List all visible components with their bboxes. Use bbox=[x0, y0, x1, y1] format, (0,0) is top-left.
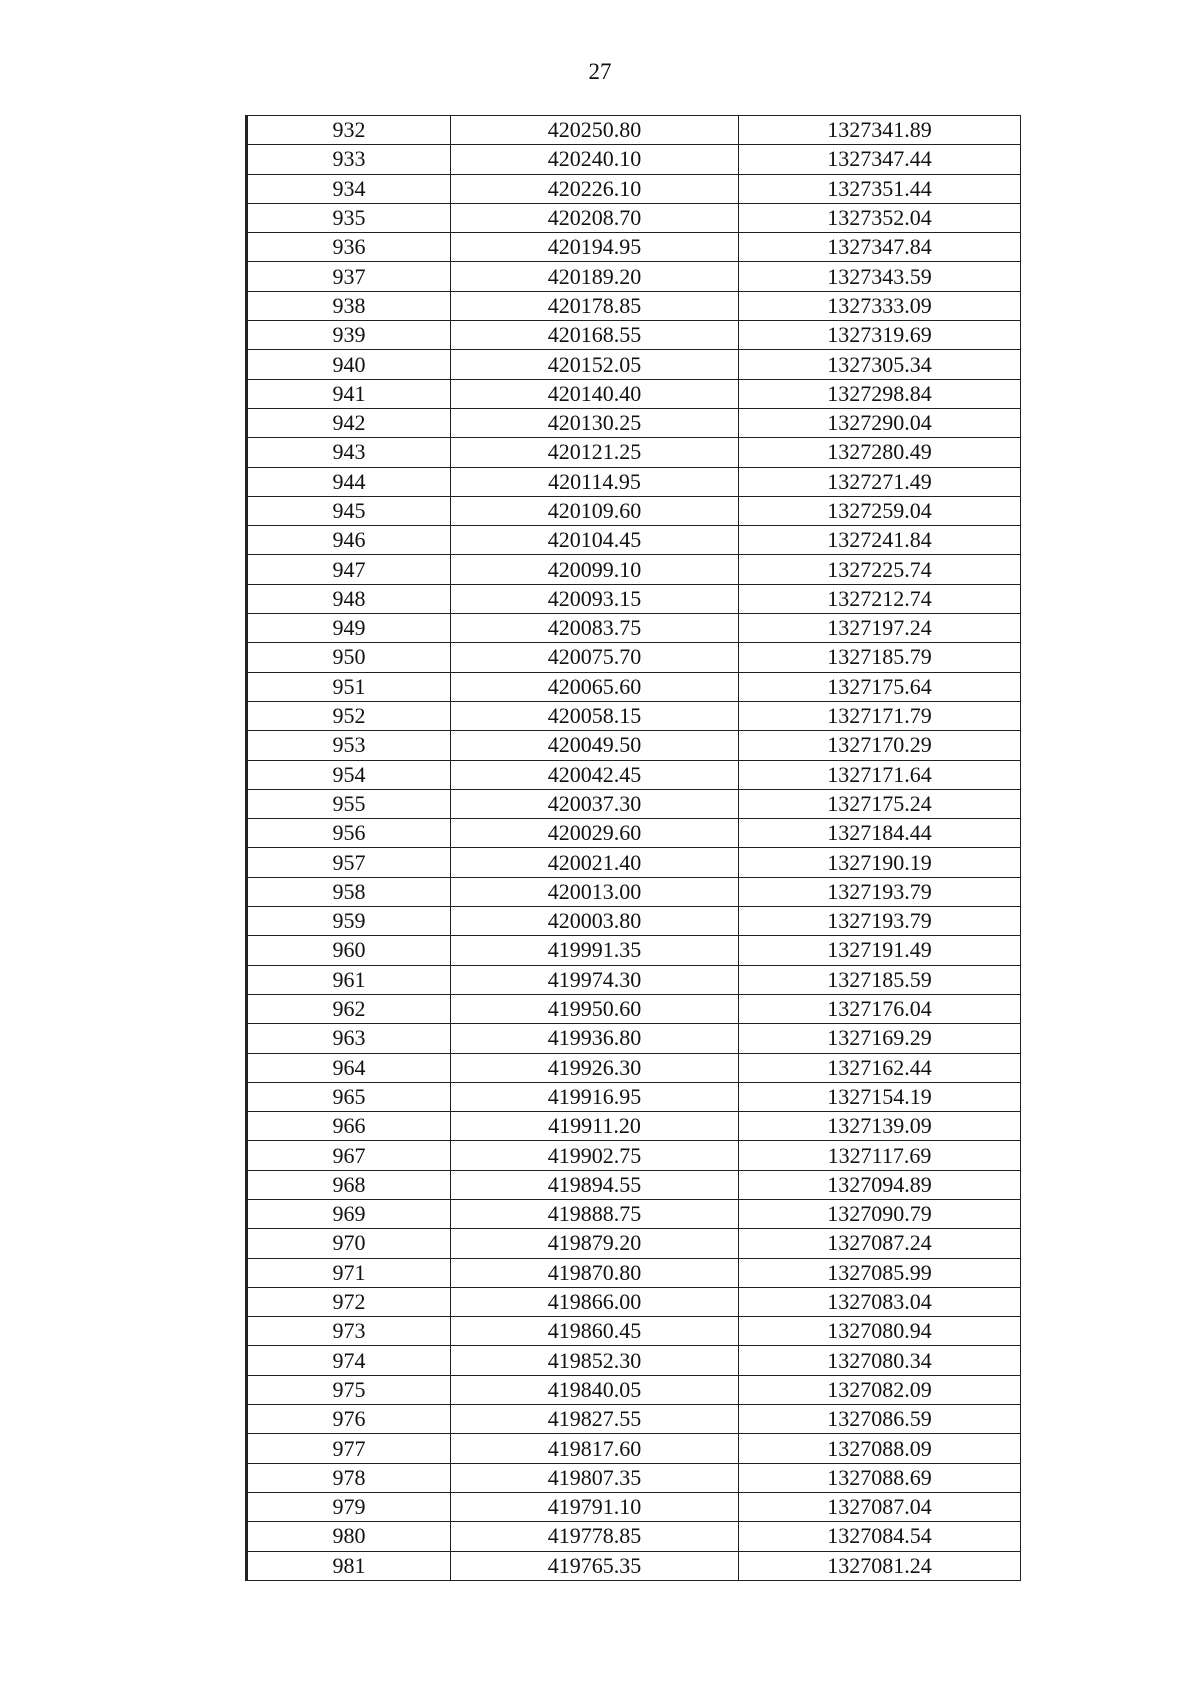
y-coordinate-cell: 1327080.94 bbox=[739, 1317, 1021, 1346]
x-coordinate-cell: 419807.35 bbox=[451, 1463, 739, 1492]
y-coordinate-cell: 1327088.09 bbox=[739, 1434, 1021, 1463]
point-number-cell: 941 bbox=[248, 379, 451, 408]
x-coordinate-cell: 419817.60 bbox=[451, 1434, 739, 1463]
table-row bbox=[248, 1405, 1021, 1434]
point-number-cell: 975 bbox=[248, 1375, 451, 1404]
x-coordinate-cell: 420083.75 bbox=[451, 614, 739, 643]
point-number-cell: 936 bbox=[248, 233, 451, 262]
x-coordinate-cell: 420104.45 bbox=[451, 526, 739, 555]
y-coordinate-cell: 1327080.34 bbox=[739, 1346, 1021, 1375]
table-row bbox=[248, 1492, 1021, 1521]
point-number-cell: 971 bbox=[248, 1258, 451, 1287]
point-number-cell: 945 bbox=[248, 496, 451, 525]
y-coordinate-cell: 1327169.29 bbox=[739, 1024, 1021, 1053]
point-number-cell: 970 bbox=[248, 1229, 451, 1258]
point-number-cell: 959 bbox=[248, 907, 451, 936]
table-row bbox=[248, 994, 1021, 1023]
y-coordinate-cell: 1327191.49 bbox=[739, 936, 1021, 965]
table-row bbox=[248, 1258, 1021, 1287]
x-coordinate-cell: 419894.55 bbox=[451, 1170, 739, 1199]
table-row bbox=[248, 291, 1021, 320]
table-row bbox=[248, 848, 1021, 877]
table-row bbox=[248, 1082, 1021, 1111]
point-number-cell: 937 bbox=[248, 262, 451, 291]
table-row bbox=[248, 819, 1021, 848]
x-coordinate-cell: 420194.95 bbox=[451, 233, 739, 262]
y-coordinate-cell: 1327259.04 bbox=[739, 496, 1021, 525]
y-coordinate-cell: 1327319.69 bbox=[739, 321, 1021, 350]
x-coordinate-cell: 420099.10 bbox=[451, 555, 739, 584]
point-number-cell: 933 bbox=[248, 145, 451, 174]
point-number-cell: 967 bbox=[248, 1141, 451, 1170]
x-coordinate-cell: 419916.95 bbox=[451, 1082, 739, 1111]
y-coordinate-cell: 1327086.59 bbox=[739, 1405, 1021, 1434]
y-coordinate-cell: 1327193.79 bbox=[739, 877, 1021, 906]
y-coordinate-cell: 1327241.84 bbox=[739, 526, 1021, 555]
point-number-cell: 935 bbox=[248, 203, 451, 232]
x-coordinate-cell: 420140.40 bbox=[451, 379, 739, 408]
table-row bbox=[248, 233, 1021, 262]
y-coordinate-cell: 1327333.09 bbox=[739, 291, 1021, 320]
y-coordinate-cell: 1327343.59 bbox=[739, 262, 1021, 291]
table-row bbox=[248, 1112, 1021, 1141]
y-coordinate-cell: 1327171.64 bbox=[739, 760, 1021, 789]
x-coordinate-cell: 420114.95 bbox=[451, 467, 739, 496]
table-row bbox=[248, 1053, 1021, 1082]
table-row bbox=[248, 1317, 1021, 1346]
point-number-cell: 973 bbox=[248, 1317, 451, 1346]
table-row bbox=[248, 350, 1021, 379]
y-coordinate-cell: 1327190.19 bbox=[739, 848, 1021, 877]
coordinates-table-wrapper bbox=[245, 115, 1022, 1581]
x-coordinate-cell: 420152.05 bbox=[451, 350, 739, 379]
y-coordinate-cell: 1327212.74 bbox=[739, 584, 1021, 613]
y-coordinate-cell: 1327175.24 bbox=[739, 789, 1021, 818]
point-number-cell: 952 bbox=[248, 701, 451, 730]
x-coordinate-cell: 419902.75 bbox=[451, 1141, 739, 1170]
point-number-cell: 950 bbox=[248, 643, 451, 672]
point-number-cell: 953 bbox=[248, 731, 451, 760]
y-coordinate-cell: 1327351.44 bbox=[739, 174, 1021, 203]
y-coordinate-cell: 1327139.09 bbox=[739, 1112, 1021, 1141]
point-number-cell: 934 bbox=[248, 174, 451, 203]
table-row bbox=[248, 203, 1021, 232]
y-coordinate-cell: 1327225.74 bbox=[739, 555, 1021, 584]
x-coordinate-cell: 419991.35 bbox=[451, 936, 739, 965]
table-row bbox=[248, 614, 1021, 643]
table-row bbox=[248, 1434, 1021, 1463]
x-coordinate-cell: 420037.30 bbox=[451, 789, 739, 818]
x-coordinate-cell: 419974.30 bbox=[451, 965, 739, 994]
point-number-cell: 932 bbox=[248, 116, 451, 145]
point-number-cell: 969 bbox=[248, 1199, 451, 1228]
table-row bbox=[248, 1287, 1021, 1316]
point-number-cell: 968 bbox=[248, 1170, 451, 1199]
point-number-cell: 943 bbox=[248, 438, 451, 467]
x-coordinate-cell: 419879.20 bbox=[451, 1229, 739, 1258]
y-coordinate-cell: 1327347.44 bbox=[739, 145, 1021, 174]
table-row bbox=[248, 643, 1021, 672]
point-number-cell: 972 bbox=[248, 1287, 451, 1316]
point-number-cell: 956 bbox=[248, 819, 451, 848]
y-coordinate-cell: 1327185.79 bbox=[739, 643, 1021, 672]
point-number-cell: 942 bbox=[248, 408, 451, 437]
x-coordinate-cell: 419860.45 bbox=[451, 1317, 739, 1346]
x-coordinate-cell: 420042.45 bbox=[451, 760, 739, 789]
table-row bbox=[248, 555, 1021, 584]
point-number-cell: 957 bbox=[248, 848, 451, 877]
y-coordinate-cell: 1327271.49 bbox=[739, 467, 1021, 496]
point-number-cell: 949 bbox=[248, 614, 451, 643]
point-number-cell: 979 bbox=[248, 1492, 451, 1521]
point-number-cell: 961 bbox=[248, 965, 451, 994]
y-coordinate-cell: 1327084.54 bbox=[739, 1522, 1021, 1551]
table-row bbox=[248, 1522, 1021, 1551]
x-coordinate-cell: 419791.10 bbox=[451, 1492, 739, 1521]
x-coordinate-cell: 420109.60 bbox=[451, 496, 739, 525]
point-number-cell: 977 bbox=[248, 1434, 451, 1463]
x-coordinate-cell: 419911.20 bbox=[451, 1112, 739, 1141]
table-row bbox=[248, 145, 1021, 174]
y-coordinate-cell: 1327090.79 bbox=[739, 1199, 1021, 1228]
y-coordinate-cell: 1327290.04 bbox=[739, 408, 1021, 437]
x-coordinate-cell: 419950.60 bbox=[451, 994, 739, 1023]
x-coordinate-cell: 419778.85 bbox=[451, 1522, 739, 1551]
point-number-cell: 965 bbox=[248, 1082, 451, 1111]
y-coordinate-cell: 1327082.09 bbox=[739, 1375, 1021, 1404]
table-row bbox=[248, 379, 1021, 408]
table-row bbox=[248, 321, 1021, 350]
table-row bbox=[248, 877, 1021, 906]
table-row bbox=[248, 760, 1021, 789]
x-coordinate-cell: 420075.70 bbox=[451, 643, 739, 672]
x-coordinate-cell: 419827.55 bbox=[451, 1405, 739, 1434]
table-row bbox=[248, 1170, 1021, 1199]
x-coordinate-cell: 419926.30 bbox=[451, 1053, 739, 1082]
x-coordinate-cell: 420208.70 bbox=[451, 203, 739, 232]
x-coordinate-cell: 420021.40 bbox=[451, 848, 739, 877]
table-row bbox=[248, 467, 1021, 496]
y-coordinate-cell: 1327162.44 bbox=[739, 1053, 1021, 1082]
point-number-cell: 960 bbox=[248, 936, 451, 965]
point-number-cell: 962 bbox=[248, 994, 451, 1023]
table-row bbox=[248, 789, 1021, 818]
coordinates-table bbox=[247, 115, 1021, 1581]
y-coordinate-cell: 1327175.64 bbox=[739, 672, 1021, 701]
table-row bbox=[248, 584, 1021, 613]
y-coordinate-cell: 1327081.24 bbox=[739, 1551, 1021, 1580]
point-number-cell: 980 bbox=[248, 1522, 451, 1551]
point-number-cell: 938 bbox=[248, 291, 451, 320]
point-number-cell: 948 bbox=[248, 584, 451, 613]
coordinates-table-body bbox=[248, 116, 1021, 1581]
x-coordinate-cell: 420240.10 bbox=[451, 145, 739, 174]
x-coordinate-cell: 420178.85 bbox=[451, 291, 739, 320]
point-number-cell: 951 bbox=[248, 672, 451, 701]
point-number-cell: 940 bbox=[248, 350, 451, 379]
point-number-cell: 939 bbox=[248, 321, 451, 350]
table-row bbox=[248, 731, 1021, 760]
y-coordinate-cell: 1327083.04 bbox=[739, 1287, 1021, 1316]
y-coordinate-cell: 1327171.79 bbox=[739, 701, 1021, 730]
y-coordinate-cell: 1327280.49 bbox=[739, 438, 1021, 467]
point-number-cell: 974 bbox=[248, 1346, 451, 1375]
y-coordinate-cell: 1327094.89 bbox=[739, 1170, 1021, 1199]
x-coordinate-cell: 420058.15 bbox=[451, 701, 739, 730]
x-coordinate-cell: 420250.80 bbox=[451, 116, 739, 145]
x-coordinate-cell: 420168.55 bbox=[451, 321, 739, 350]
x-coordinate-cell: 420013.00 bbox=[451, 877, 739, 906]
x-coordinate-cell: 419765.35 bbox=[451, 1551, 739, 1580]
y-coordinate-cell: 1327305.34 bbox=[739, 350, 1021, 379]
y-coordinate-cell: 1327154.19 bbox=[739, 1082, 1021, 1111]
table-row bbox=[248, 965, 1021, 994]
x-coordinate-cell: 420189.20 bbox=[451, 262, 739, 291]
x-coordinate-cell: 420003.80 bbox=[451, 907, 739, 936]
x-coordinate-cell: 419936.80 bbox=[451, 1024, 739, 1053]
page-number: 27 bbox=[588, 59, 612, 84]
point-number-cell: 954 bbox=[248, 760, 451, 789]
y-coordinate-cell: 1327197.24 bbox=[739, 614, 1021, 643]
table-row bbox=[248, 1229, 1021, 1258]
point-number-cell: 978 bbox=[248, 1463, 451, 1492]
x-coordinate-cell: 420065.60 bbox=[451, 672, 739, 701]
table-row bbox=[248, 438, 1021, 467]
table-row bbox=[248, 1375, 1021, 1404]
y-coordinate-cell: 1327087.24 bbox=[739, 1229, 1021, 1258]
table-row bbox=[248, 1024, 1021, 1053]
y-coordinate-cell: 1327117.69 bbox=[739, 1141, 1021, 1170]
point-number-cell: 955 bbox=[248, 789, 451, 818]
table-row bbox=[248, 701, 1021, 730]
y-coordinate-cell: 1327298.84 bbox=[739, 379, 1021, 408]
x-coordinate-cell: 420093.15 bbox=[451, 584, 739, 613]
table-row bbox=[248, 672, 1021, 701]
x-coordinate-cell: 420029.60 bbox=[451, 819, 739, 848]
point-number-cell: 964 bbox=[248, 1053, 451, 1082]
x-coordinate-cell: 419866.00 bbox=[451, 1287, 739, 1316]
y-coordinate-cell: 1327085.99 bbox=[739, 1258, 1021, 1287]
y-coordinate-cell: 1327170.29 bbox=[739, 731, 1021, 760]
table-row bbox=[248, 1141, 1021, 1170]
table-row bbox=[248, 116, 1021, 145]
x-coordinate-cell: 419852.30 bbox=[451, 1346, 739, 1375]
x-coordinate-cell: 420226.10 bbox=[451, 174, 739, 203]
point-number-cell: 946 bbox=[248, 526, 451, 555]
y-coordinate-cell: 1327341.89 bbox=[739, 116, 1021, 145]
x-coordinate-cell: 420130.25 bbox=[451, 408, 739, 437]
table-row bbox=[248, 408, 1021, 437]
y-coordinate-cell: 1327087.04 bbox=[739, 1492, 1021, 1521]
table-row bbox=[248, 1463, 1021, 1492]
table-row bbox=[248, 936, 1021, 965]
y-coordinate-cell: 1327184.44 bbox=[739, 819, 1021, 848]
y-coordinate-cell: 1327185.59 bbox=[739, 965, 1021, 994]
table-row bbox=[248, 174, 1021, 203]
table-row bbox=[248, 262, 1021, 291]
table-row bbox=[248, 1346, 1021, 1375]
point-number-cell: 976 bbox=[248, 1405, 451, 1434]
x-coordinate-cell: 420049.50 bbox=[451, 731, 739, 760]
x-coordinate-cell: 419870.80 bbox=[451, 1258, 739, 1287]
y-coordinate-cell: 1327352.04 bbox=[739, 203, 1021, 232]
point-number-cell: 947 bbox=[248, 555, 451, 584]
x-coordinate-cell: 420121.25 bbox=[451, 438, 739, 467]
point-number-cell: 958 bbox=[248, 877, 451, 906]
table-row bbox=[248, 1551, 1021, 1580]
table-row bbox=[248, 907, 1021, 936]
table-row bbox=[248, 1199, 1021, 1228]
y-coordinate-cell: 1327088.69 bbox=[739, 1463, 1021, 1492]
point-number-cell: 966 bbox=[248, 1112, 451, 1141]
y-coordinate-cell: 1327193.79 bbox=[739, 907, 1021, 936]
x-coordinate-cell: 419888.75 bbox=[451, 1199, 739, 1228]
point-number-cell: 944 bbox=[248, 467, 451, 496]
table-row bbox=[248, 496, 1021, 525]
table-row bbox=[248, 526, 1021, 555]
point-number-cell: 981 bbox=[248, 1551, 451, 1580]
point-number-cell: 963 bbox=[248, 1024, 451, 1053]
x-coordinate-cell: 419840.05 bbox=[451, 1375, 739, 1404]
y-coordinate-cell: 1327176.04 bbox=[739, 994, 1021, 1023]
y-coordinate-cell: 1327347.84 bbox=[739, 233, 1021, 262]
